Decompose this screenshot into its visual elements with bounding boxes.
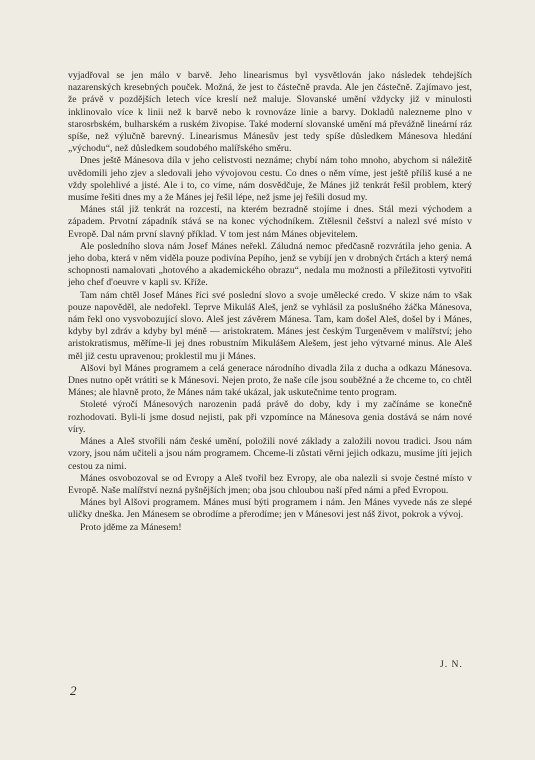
paragraph-10: Mánes byl Alšovi programem. Mánes musí býti programem i nám. Jen Mánes vyvede nás ze slepé uličky dneška. Jen Mánesem se obrodíme a přerodíme; jen v Mánesovi jest náš život, pokrok a vývoj. bbox=[68, 497, 472, 521]
paragraph-5: Tam nám chtěl Josef Mánes říci své poslední slovo a svoje umělecké credo. V skize nám to však pouze napověděl, ale nedořekl. Teprve Mikuláš Aleš, jenž se vyhlásil za poslušného žáčka Mánesova, nám řekl ono vysvobozující slovo. Aleš jest závěrem Mánesa. Tam, kam došel Aleš, došel by i Mánes, kdyby byl zdráv a kdyby byl méně — aristokratem. Mánes jest českým Turgeněvem v malířství; jeho aristokratismus, měříme-li jej dnes robustním Mikulášem Alešem, jest jeho výtvarné minus. Ale Aleš měl již cestu upravenou; proklestil mu ji Mánes. bbox=[68, 289, 472, 362]
article-body bbox=[68, 70, 472, 534]
paragraph-2: Dnes ještě Mánesova díla v jeho celistvosti neznáme; chybí nám toho mnoho, abychom si náležitě uvědomili jeho zjev a sledovali jeho vývojovou cestu. Co dnes o něm víme, jest ještě příliš kusé a ne vždy spolehlivé a jisté. Ale i to, co víme, nám dosvědčuje, že Mánes již tenkrát řešil problem, který musíme řešiti dnes my a že Mánes jej řešil lépe, než jsme jej řešili dosud my. bbox=[68, 155, 472, 204]
paragraph-6: Alšovi byl Mánes programem a celá generace národního divadla žila z ducha a odkazu Mánesova. Dnes nutno opět vrátiti se k Mánesovi. Nejen proto, že naše cíle jsou souběžné a že chceme to, co chtěl Mánes; ale hlavně proto, že Mánes nám také ukázal, jak uskutečnime tento program. bbox=[68, 362, 472, 399]
author-signature: J. N. bbox=[440, 659, 463, 670]
paragraph-7: Stoleté výročí Mánesových narozenin padá právě do doby, kdy i my začínáme se konečně rozhodovati. Byli-li jsme dosud nejisti, pak při vzpomínce na Mánesova genia dostává se nám nové víry. bbox=[68, 399, 472, 435]
paragraph-9: Mánes osvobozoval se od Evropy a Aleš tvořil bez Evropy, ale oba nalezli si svoje čestné místo v Evropě. Naše malířství nezná pyšnějších jmen; oba jsou chloubou naší před námi a před Evropou. bbox=[68, 472, 472, 496]
paragraph-11: Proto jděme za Mánesem! bbox=[80, 521, 182, 533]
paragraph-8: Mánes a Aleš stvořili nám české umění, položili nové základy a založili novou tradici. Jsou nám vzory, jsou nám učiteli a jsou nám programem. Chceme-li zůstati věrni jejich odkazu, musíme jíti jejich cestou za nimi. bbox=[68, 436, 472, 472]
page-number: 2 bbox=[70, 683, 77, 698]
paragraph-4: Ale posledního slova nám Josef Mánes neřekl. Záludná nemoc předčasně rozvrátila jeho genia. A jeho doba, která v něm viděla pouze podivína Pepího, jenž se vybíjí jen v drobných črtách a který nemá schopnosti namalovati „hotového a akademického obrazu“, nedala mu možnosti a příležitosti vytvořiti jeho chef d'oeuvre v kapli sv. Kříže. bbox=[68, 240, 472, 289]
paragraph-1: vyjadřoval se jen málo v barvě. Jeho linearismus byl vysvětlován jako následek tehdejších nazarenských kresebných pouček. Možná, že jest to částečně pravda. Ale jen částečně. Zajímavo jest, že právě v pozdějších letech více kreslí než maluje. Slovanské umění vždycky již v minulosti inklinovalo více k linii než k barvě nebo k rovnováze linie a barvy. Dokladů nalezneme plno v starosrbském, bulharském a ruském živopise. Také moderní slovanské umění má převážně lineární ráz spíše, než výlučně barevný. Linearismus Mánesův jest tedy spíše důsledkem Mánesova hledání „východu“, než důsledkem soudobého malířského směru. bbox=[68, 70, 472, 155]
paragraph-3: Mánes stál již tenkrát na rozcestí, na kterém bezradně stojíme i dnes. Stál mezi východem a západem. Prvotní západník stává se na konec východníkem. Ztělesnil češství a nalezl své místo v Evropě. Dal nám první slavný příklad. V tom jest nám Mánes objevitelem. bbox=[68, 204, 472, 240]
